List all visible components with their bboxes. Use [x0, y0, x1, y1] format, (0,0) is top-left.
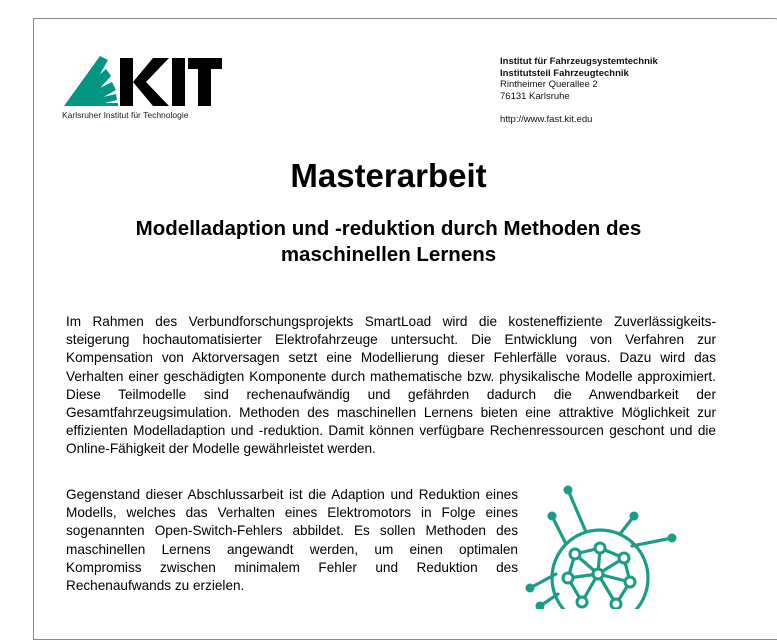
institute-address: [500, 56, 658, 126]
kit-logo-icon: [62, 54, 222, 110]
intro-paragraph: Im Rahmen des Verbundforschungsprojekts SmartLoad wird die kosteneffiziente Zuverlässigkeits-steigerung hochautomatisierter Elektrofahrzeuge untersucht. Die Entwicklung von Verfahren zur Kompensation von Aktorversagen setzt eine Modellierung dieser Fehlerfälle voraus. Dazu wird das Verhalten einer geschädigten Komponente durch mathematische bzw. physikalische Modelle approximiert. Diese Teilmodelle sind rechenaufwändig und gefährden dadurch die Anwendbarkeit der Gesamtfahrzeugsimulation. Methoden des maschinellen Lernens bieten eine attraktive Möglichkeit zur effizienten Modelladaption und -reduktion. Damit können verfügbare Rechenressourcen geschont und die Online-Fähigkeit der Modelle gewährleistet werden.: [66, 314, 716, 457]
task-paragraph: Gegenstand dieser Abschlussarbeit ist die Adaption und Reduktion eines Modells, welches das Verhalten eines Elektromotors in Folge eines sogenannten Open-Switch-Fehlers abbildet. Es sollen Methoden des maschinellen Lernens angewandt werden, um einen optimalen Kompromiss zwischen minimalem Fehler und Reduktion des Rechenaufwands zu erzielen.: [66, 487, 518, 594]
address-city: 76131 Karlsruhe: [500, 90, 570, 102]
logo-caption: Karlsruher Institut für Technologie: [62, 110, 189, 120]
page-title: Masterarbeit: [290, 157, 487, 194]
institute-name: Institut für Fahrzeugsystemtechnik: [500, 56, 658, 67]
address-street: Rintheimer Querallee 2: [500, 79, 598, 91]
institute-url[interactable]: http://www.fast.kit.edu: [500, 114, 593, 126]
neural-network-brain-icon: [520, 478, 680, 609]
thesis-subtitle: Modelladaption und -reduktion durch Methoden des maschinellen Lernens: [135, 217, 642, 266]
institute-division: Institutsteil Fahrzeugtechnik: [500, 67, 629, 79]
neural-network-illustration: [520, 478, 680, 609]
